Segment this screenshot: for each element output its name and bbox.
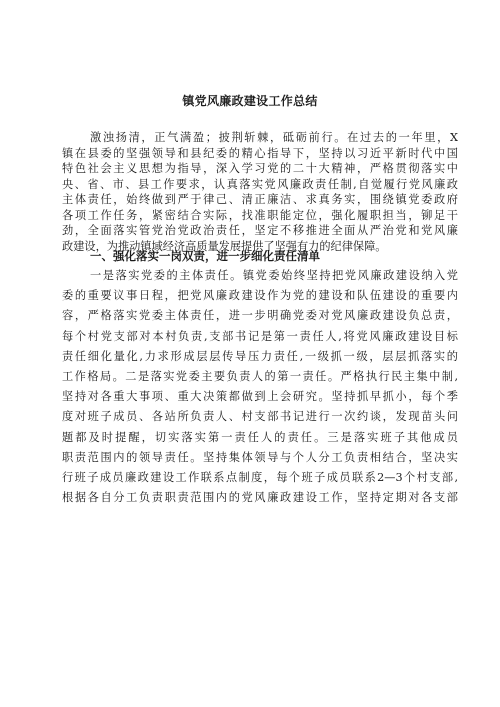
text-line: 主体责任，始终做到严于律己、清正廉洁、求真务实，围绕镇党委政府 (62, 193, 458, 206)
text-line: 度对班子成员、各站所负责人、村支部书记进行一次约谈，发现苗头问 (62, 410, 458, 424)
text-line: 一是落实党委的主体责任。镇党委始终坚持把党风廉政建设纳入党 (90, 269, 458, 282)
text-line: 特色社会主义思想为指导，深入学习党的二十大精神，严格贯彻落实中 (62, 162, 458, 175)
document-title: 镇党风廉政建设工作总结 (182, 94, 318, 108)
text-line: 坚持对各重大事项、重大决策都做到上会研究。坚持抓早抓小，每个季 (62, 390, 458, 404)
text-line: 政建设，为推动镇域经济高质量发展提供了坚强有力的纪律保障。 (62, 239, 387, 253)
text-line: 委的重要议事日程，把党风廉政建设作为党的建设和队伍建设的重要内 (62, 289, 458, 303)
text-line: 题都及时提醒，切实落实第一责任人的责任。三是落实班子其他成员 (62, 430, 458, 444)
text-line: 每个村党支部对本村负责,支部书记是第一责任人,将党风廉政建设目标 (62, 329, 458, 343)
text-line: 激浊扬清，正气满盈；披荆斩棘，砥砺前行。在过去的一年里，X (90, 131, 458, 144)
text-line: 央、省、市、县工作要求，认真落实党风廉政责任制,自觉履行党风廉政 (62, 177, 458, 191)
text-line: 镇在县委的坚强领导和县纪委的精心指导下，坚持以习近平新时代中国 (62, 146, 458, 160)
section-heading: 一、强化落实一岗双责，进一步细化责任清单 (90, 249, 320, 263)
text-line: 工作格局。二是落实党委主要负责人的第一责任。严格执行民主集中制, (62, 370, 458, 383)
text-line: 职责范围内的领导责任。坚持集体领导与个人分工负责相结合，坚决实 (62, 450, 458, 464)
text-line: 根据各自分工负责职责范围内的党风廉政建设工作，坚持定期对各支部 (62, 491, 458, 505)
text-line: 劲，全面落实管党治党政治责任，坚定不移推进全面从严治党和党风廉 (62, 224, 458, 237)
text-line: 各项工作任务，紧密结合实际，找准职能定位，强化履职担当，铆足干 (62, 208, 458, 222)
text-line: 容，严格落实党委主体责任，进一步明确党委对党风廉政建设负总责， (62, 309, 458, 323)
text-line: 行班子成员廉政建设工作联系点制度，每个班子成员联系2—3个村支部, (62, 471, 458, 484)
text-line: 责任细化量化,力求形成层层传导压力责任,一级抓一级，层层抓落实的 (62, 349, 458, 363)
